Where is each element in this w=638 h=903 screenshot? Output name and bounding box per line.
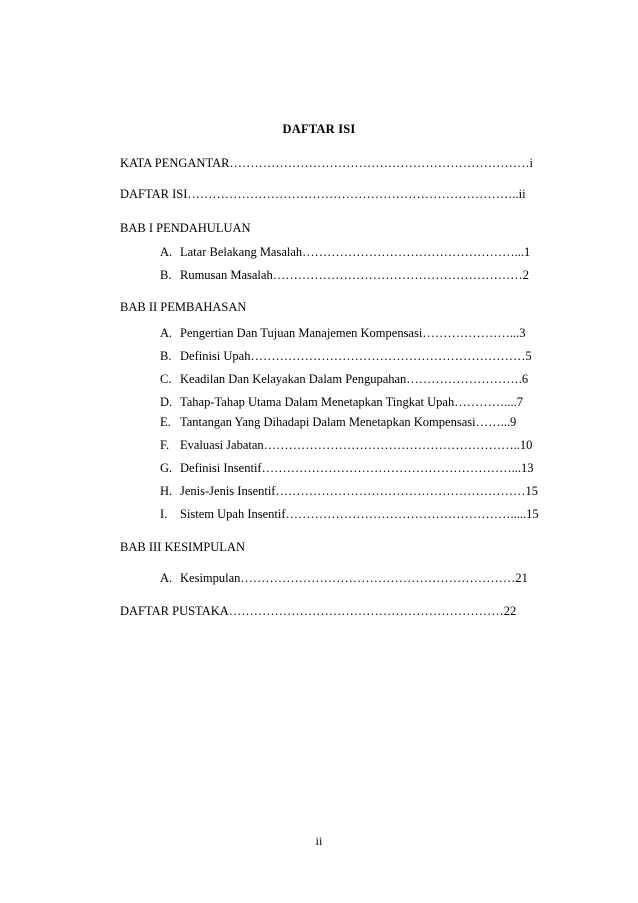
toc-entry-text: Jenis-Jenis Insentif……………………………………………………15 [180, 484, 538, 498]
toc-entry-letter: G. [160, 461, 173, 475]
toc-entry-text: Evaluasi Jabatan……………………………………………………..10 [180, 438, 533, 452]
toc-entry-tantangan [160, 414, 516, 430]
toc-heading-text: BAB III KESIMPULAN [120, 540, 245, 554]
toc-entry-letter: E. [160, 415, 171, 429]
toc-entry-letter: H. [160, 484, 173, 498]
toc-entry-text: Tantangan Yang Dihadapi Dalam Menetapkan Kompensasi……...9 [180, 415, 517, 429]
toc-heading-bab-3 [120, 539, 245, 555]
toc-entry-letter: D. [160, 395, 173, 409]
toc-entry-text: Rumusan Masalah……………………………………………………2 [180, 268, 529, 282]
toc-entry-text: Definisi Insentif……………………………………………………...13 [180, 461, 534, 475]
toc-entry-daftar-pustaka [120, 603, 516, 619]
toc-entry-latar-belakang [160, 244, 530, 260]
toc-entry-rumusan-masalah [160, 267, 529, 283]
toc-entry-daftar-isi [120, 186, 526, 202]
toc-entry-text: Kesimpulan…………………………………………………………21 [180, 571, 528, 585]
toc-entry-letter: C. [160, 372, 172, 386]
toc-entry-tahap-tahap [160, 394, 523, 410]
toc-entry-text: Keadilan Dan Kelayakan Dalam Pengupahan……………………….6 [180, 372, 529, 386]
toc-entry-definisi-upah [160, 348, 532, 364]
toc-entry-kata-pengantar [120, 155, 533, 171]
toc-entry-letter: A. [160, 571, 173, 585]
toc-entry-text: Tahap-Tahap Utama Dalam Menetapkan Tingkat Upah…………....7 [180, 395, 523, 409]
toc-heading-text: BAB I PENDAHULUAN [120, 221, 251, 235]
toc-entry-text: Pengertian Dan Tujuan Manajemen Kompensasi…………………...3 [180, 326, 526, 340]
toc-entry-sistem-upah-insentif [160, 506, 539, 522]
toc-entry-letter: B. [160, 268, 172, 282]
toc-heading-bab-1 [120, 220, 251, 236]
toc-entry-letter: A. [160, 326, 173, 340]
toc-entry-letter: F. [160, 438, 170, 452]
toc-entry-text: DAFTAR PUSTAKA…………………………………………………………22 [120, 604, 517, 618]
toc-entry-text: KATA PENGANTAR………………………………………………………………i [120, 156, 533, 170]
toc-entry-letter: I. [160, 507, 168, 521]
page-number: ii [315, 834, 323, 848]
toc-entry-text: DAFTAR ISI……………………………………………………………………..ii [120, 187, 526, 201]
toc-entry-text: Latar Belakang Masalah……………………………………………...1 [180, 245, 531, 259]
toc-heading-text: BAB II PEMBAHASAN [120, 300, 247, 314]
toc-entry-definisi-insentif [160, 460, 533, 476]
toc-entry-text: Sistem Upah Insentif……………………………………………….....15 [180, 507, 539, 521]
toc-entry-text: Definisi Upah…………………………………………………………5 [180, 349, 532, 363]
toc-entry-letter: A. [160, 245, 173, 259]
toc-entry-jenis-insentif [160, 483, 538, 499]
toc-entry-letter: B. [160, 349, 172, 363]
toc-entry-pengertian [160, 325, 525, 341]
toc-heading-bab-2 [120, 299, 246, 315]
toc-entry-kesimpulan [160, 570, 528, 586]
toc-entry-keadilan [160, 371, 528, 387]
page-title: DAFTAR ISI [282, 122, 356, 136]
toc-entry-evaluasi-jabatan [160, 437, 532, 453]
